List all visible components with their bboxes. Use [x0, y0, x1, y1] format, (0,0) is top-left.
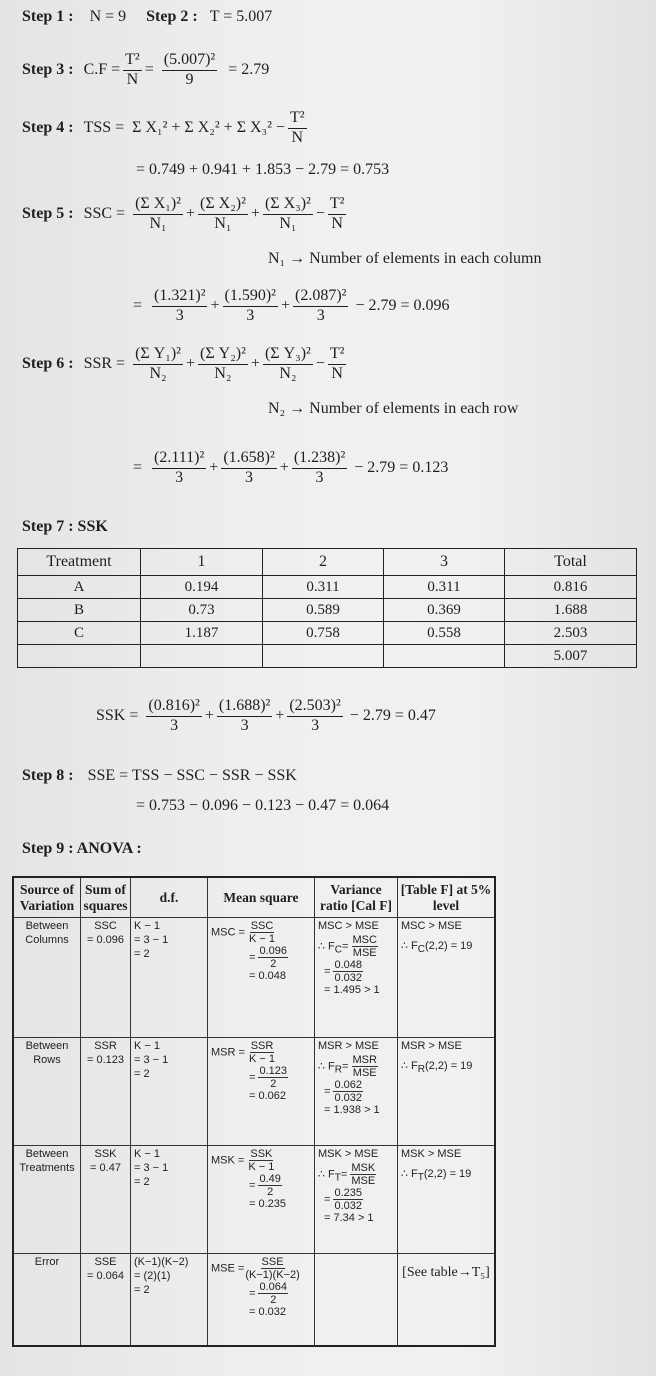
table-row	[13, 1146, 495, 1254]
ssk-cell: 0.73	[141, 599, 263, 622]
anova-tablef: [See table→T₅]	[398, 1254, 496, 1346]
anova-vr: MSK > MSE ∴ $F_T=$ MSK MSE = $\frac{0.235}{0.032}$ = 7.34 > 1	[315, 1146, 398, 1254]
step5-note: N₁ → Number of elements in each column	[268, 250, 542, 267]
ssk-cell	[141, 645, 263, 668]
anova-source: Between Treatments	[13, 1146, 81, 1254]
ssk-equation: SSK = $\frac{\text{(0.816)²}}{3}$ + $\frac{\text{(1.688)²}}{3}$ + $\frac{\text{(2.503)²}}{3}$ − 2.79 = 0.47	[96, 697, 436, 734]
anova-vr	[315, 1254, 398, 1346]
ssk-cell: 0.369	[384, 599, 505, 622]
step5-term-1: $\frac{\text{(Σ X₁)²}}{\text{N₁}}$	[135, 195, 181, 232]
anova-table	[12, 876, 496, 1347]
step7-label: Step 7 : SSK	[22, 518, 108, 535]
ssk-cell: 2.503	[505, 622, 637, 645]
anova-header-tablef: [Table F] at 5% level	[398, 877, 496, 918]
anova-source: Error	[13, 1254, 81, 1346]
ssk-cell: B	[18, 599, 141, 622]
anova-tablef: MSK > MSE ∴ $F_T(2,2) = 19$	[398, 1146, 496, 1254]
table-row	[18, 622, 637, 645]
ssk-value-2: $\frac{\text{(1.688)²}}{3}$	[218, 697, 271, 734]
anova-header-vr: Variance ratio [Cal F]	[315, 877, 398, 918]
ssk-header-total: Total	[505, 549, 637, 576]
step5-label: Step 5 :	[22, 205, 74, 223]
step8-label: Step 8 :	[22, 767, 74, 784]
anova-ss: SSC = 0.096	[81, 918, 131, 1038]
anova-df: K − 1 = 3 − 1 = 2	[131, 1038, 208, 1146]
anova-header-source: Source of Variation	[13, 877, 81, 918]
ssk-cell: C	[18, 622, 141, 645]
ssk-value-3: $\frac{\text{(2.503)²}}{3}$	[289, 697, 341, 734]
anova-df: K − 1 = 3 − 1 = 2	[131, 918, 208, 1038]
ssk-cell: 1.187	[141, 622, 263, 645]
anova-ms: MSE = SSE (K−1)(K−2) = $\frac{0.064}{2}$ = 0.032	[208, 1254, 315, 1346]
anova-tablef: MSC > MSE ∴ $F_C(2,2) = 19$	[398, 918, 496, 1038]
step8-line1	[22, 767, 297, 785]
ssk-header-1: 1	[141, 549, 263, 576]
anova-ss: SSR = 0.123	[81, 1038, 131, 1146]
step6-term-1: $\frac{\text{(Σ Y₁)²}}{\text{N₂}}$	[135, 345, 181, 382]
step5-term-2: $\frac{\text{(Σ X₂)²}}{\text{N₁}}$	[200, 195, 246, 232]
step6-line1: Step 6 : SSR = $\frac{\text{(Σ Y₁)²}}{\text{N₂}}$ + $\frac{\text{(Σ Y₂)²}}{\text{N₂}}$ + $\frac{\text{(Σ Y₃)²}}{\text{N₂}}$ − $\frac{\text{T²}}{N}$	[22, 345, 345, 382]
step6-lhs: SSR =	[83, 355, 126, 373]
step3-lhs: C.F =	[83, 61, 121, 79]
anova-source: Between Rows	[13, 1038, 81, 1146]
step6-value-2: $\frac{\text{(1.658)²}}{3}$	[223, 449, 275, 486]
step3-label: Step 3 :	[22, 61, 74, 79]
anova-header-ms: Mean square	[208, 877, 315, 918]
step9-label: Step 9 : ANOVA :	[22, 840, 142, 857]
anova-df: (K−1)(K−2) = (2)(1) = 2	[131, 1254, 208, 1346]
anova-tablef: MSR > MSE ∴ $F_R(2,2) = 19$	[398, 1038, 496, 1146]
step6-value-3: $\frac{\text{(1.238)²}}{3}$	[293, 449, 346, 486]
ssk-cell: 0.589	[263, 599, 384, 622]
ssk-cell: 0.558	[384, 622, 505, 645]
anova-ss: SSE = 0.064	[81, 1254, 131, 1346]
table-row	[18, 599, 637, 622]
step3-result: = 2.79	[228, 61, 270, 79]
ssk-table-header	[18, 549, 637, 576]
step1-expr: N = 9	[89, 8, 127, 25]
step5-result: − 2.79 = 0.096	[355, 297, 450, 315]
step4-frac: $\frac{\text{T²}}{N}$	[289, 109, 305, 146]
step5-value-2: $\frac{\text{(1.590)²}}{3}$	[224, 287, 276, 324]
table-row	[13, 918, 495, 1038]
anova-vr: MSR > MSE ∴ $F_R=$ MSR MSE = $\frac{0.062}{0.032}$ = 1.938 > 1	[315, 1038, 398, 1146]
step5-value-3: $\frac{\text{(2.087)²}}{3}$	[295, 287, 347, 324]
step3-frac2: $\frac{\text{(5.007)²}}{9}$	[163, 51, 216, 88]
step4-expr: Σ X₁² + Σ X₂² + Σ X₃² −	[132, 119, 285, 137]
ssk-value-1: $\frac{\text{(0.816)²}}{3}$	[148, 697, 200, 734]
ssk-lhs: SSK =	[96, 707, 139, 725]
anova-ms: MSC = SSC K − 1 = $\frac{0.096}{2}$ = 0.048	[208, 918, 315, 1038]
step6-term-4: $\frac{\text{T²}}{N}$	[329, 345, 345, 382]
step2-label: Step 2 :	[146, 8, 198, 25]
step4-line2: = 0.749 + 0.941 + 1.853 − 2.79 = 0.753	[136, 161, 390, 178]
table-row	[13, 1038, 495, 1146]
anova-ms: MSK = SSK K − 1 = $\frac{0.49}{2}$ = 0.235	[208, 1146, 315, 1254]
step4-label: Step 4 :	[22, 119, 74, 137]
step8-expr: SSE = TSS − SSC − SSR − SSK	[87, 767, 297, 784]
table-row	[18, 645, 637, 668]
step5-line2: = $\frac{\text{(1.321)²}}{3}$ + $\frac{\text{(1.590)²}}{3}$ + $\frac{\text{(2.087)²}}{3}$ − 2.79 = 0.096	[133, 287, 450, 324]
table-row	[13, 1254, 495, 1346]
anova-ms: MSR = SSR K − 1 = $\frac{0.123}{2}$ = 0.062	[208, 1038, 315, 1146]
step4-line1	[22, 110, 310, 147]
step3-line: Step 3 : C.F = $\frac{\text{T²}}{N}$ = $\frac{\text{(5.007)²}}{9}$ = 2.79	[22, 51, 270, 88]
ssk-cell: 0.194	[141, 576, 263, 599]
ssk-table	[17, 548, 637, 668]
anova-df: K − 1 = 3 − 1 = 2	[131, 1146, 208, 1254]
ssk-cell: A	[18, 576, 141, 599]
anova-ss: SSK = 0.47	[81, 1146, 131, 1254]
ssk-cell: 0.311	[384, 576, 505, 599]
step5-term-4: $\frac{\text{T²}}{N}$	[329, 195, 345, 232]
step4-lhs: TSS =	[83, 119, 125, 137]
ssk-cell	[18, 645, 141, 668]
step6-term-2: $\frac{\text{(Σ Y₂)²}}{\text{N₂}}$	[200, 345, 246, 382]
ssk-cell	[263, 645, 384, 668]
step3-frac1: $\frac{\text{T²}}{N}$	[125, 51, 140, 88]
step2-expr: T = 5.007	[209, 8, 273, 25]
step6-note: N₂ → Number of elements in each row	[268, 400, 519, 417]
anova-header	[13, 877, 495, 918]
ssk-header-2: 2	[263, 549, 384, 576]
step6-value-1: $\frac{\text{(2.111)²}}{3}$	[154, 449, 205, 486]
anova-vr: MSC > MSE ∴ $F_C=$ MSC MSE = $\frac{0.048}{0.032}$ = 1.495 > 1	[315, 918, 398, 1038]
step5-line1: Step 5 : SSC = $\frac{\text{(Σ X₁)²}}{\text{N₁}}$ + $\frac{\text{(Σ X₂)²}}{\text{N₁}}$ + $\frac{\text{(Σ X₃)²}}{\text{N₁}}$ − $\frac{\text{T²}}{N}$	[22, 195, 345, 232]
anova-header-df: d.f.	[131, 877, 208, 918]
step6-result: − 2.79 = 0.123	[354, 459, 449, 477]
ssk-cell: 5.007	[505, 645, 637, 668]
anova-header-ss: Sum of squares	[81, 877, 131, 918]
ssk-cell: 0.816	[505, 576, 637, 599]
ssk-header-3: 3	[384, 549, 505, 576]
step6-label: Step 6 :	[22, 355, 74, 373]
step1-line	[22, 8, 272, 26]
step6-line2: = $\frac{\text{(2.111)²}}{3}$ + $\frac{\text{(1.658)²}}{3}$ + $\frac{\text{(1.238)²}}{3}$ − 2.79 = 0.123	[133, 449, 449, 486]
ssk-header-treatment: Treatment	[18, 549, 141, 576]
step6-term-3: $\frac{\text{(Σ Y₃)²}}{\text{N₂}}$	[264, 345, 311, 382]
step5-term-3: $\frac{\text{(Σ X₃)²}}{\text{N₁}}$	[264, 195, 311, 232]
anova-source: Between Columns	[13, 918, 81, 1038]
step5-value-1: $\frac{\text{(1.321)²}}{3}$	[154, 287, 206, 324]
step1-label: Step 1 :	[22, 8, 74, 25]
ssk-cell: 0.311	[263, 576, 384, 599]
step5-lhs: SSC =	[83, 205, 126, 223]
step8-line2: = 0.753 − 0.096 − 0.123 − 0.47 = 0.064	[136, 797, 390, 814]
ssk-cell: 1.688	[505, 599, 637, 622]
ssk-result: − 2.79 = 0.47	[349, 707, 436, 725]
ssk-cell: 0.758	[263, 622, 384, 645]
table-row	[18, 576, 637, 599]
ssk-cell	[384, 645, 505, 668]
